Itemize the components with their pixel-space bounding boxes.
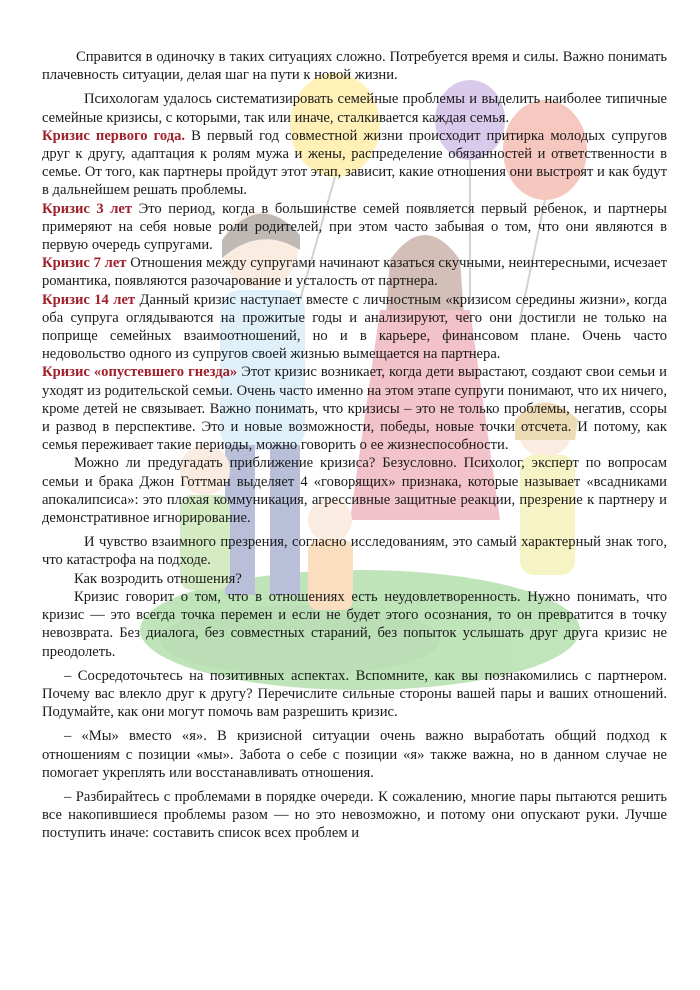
list-item: – Разбирайтесь с проблемами в порядке очереди. К сожалению, многие пары пытаются решить все накопившиеся проблемы разом — но это невозможно, и потому они опускают руки. Лучше поступить иначе: составить список всех проблем и [42,788,667,842]
crisis-empty-nest [42,363,667,454]
paragraph: Справится в одиночку в таких ситуациях сложно. Потребуется время и силы. Важно понимать плачевность ситуации, делая шаг на пути к новой жизни. [42,49,667,84]
crisis-7-years [42,254,667,290]
crisis-heading: Кризис 3 лет [42,200,133,217]
section-question: Как возродить отношения? [74,570,242,587]
paragraph: И чувство взаимного презрения, согласно исследованиям, это самый характерный знак того, что катастрофа на подходе. [42,534,667,569]
paragraph: Можно ли предугадать приближение кризиса? Безусловно. Психолог, эксперт по вопросам семьи и брака Джон Готтман выделяет 4 «говорящих» признака, которые называет «всадниками апокалипсиса»: это плохая коммуникация, агрессивные защитные реакции, презрение к партнеру и демонстративное игнорирование. [42,455,667,527]
crisis-heading: Кризис «опустевшего гнезда» [42,364,238,381]
list-item: – «Мы» вместо «я». В кризисной ситуации очень важно выработать общий подход к отношениям с позиции «мы». Забота о себе с позиции «я» также важна, но в данном случае не помогает укреплять или восстанавливать отношения. [42,728,667,781]
crisis-heading: Кризис 7 лет [42,255,127,272]
crisis-text: Данный кризис наступает вместе с личностным «кризисом середины жизни», когда оба супруга оглядываются на прожитые годы и анализируют, чего они достигли не только на поприще семейных взаимоотношений, но и в карьере, финансовом плане. Очень часто недовольство одного из супругов своей жизнью вымещается на партнера. [42,291,667,363]
crisis-heading: Кризис 14 лет [42,291,136,308]
crisis-text: Это период, когда в большинстве семей появляется первый ребенок, и партнеры примеряют на себя новые роли родителей, при этом часто забывая о том, что они являются в первую очередь супругами. [42,200,667,254]
paragraph: Кризис говорит о том, что в отношениях есть неудовлетворенность. Нужно понимать, что кризис — это всегда точка перемен и если не будет этого осознания, то он превратится в точку невозврата. Без диалога, без совместных стараний, без попыток услышать друг друга кризис не преодолеть. [42,588,667,660]
crisis-text: Этот кризис возникает, когда дети вырастают, создают свои семьи и уходят из родительской семьи. Очень часто именно на этом этапе супруги понимают, что их ничего, кроме детей не связывает. Важно понимать, что кризисы – это не только проблемы, негатив, ссоры и развод в перспективе. Это и новые возможности, победы, новые точки отсчета. И потому, как семья переживает такие периоды, можно говорить о ее жизнеспособности. [42,364,667,454]
crisis-text: Отношения между супругами начинают казаться скучными, неинтересными, исчезает романтика, появляются разочарование и усталость от партнера. [42,255,667,290]
crisis-heading: Кризис первого года. [42,127,186,144]
crisis-first-year [42,127,667,200]
document-body [42,48,667,843]
crisis-14-years [42,291,667,364]
list-item: – Сосредоточьтесь на позитивных аспектах. Вспомните, как вы познакомились с партнером. Почему вас влекло друг к другу? Перечислите сильные стороны вашей пары и ваших отношений. Подумайте, как они могут помочь вам разрешить кризис. [42,667,667,721]
crisis-3-years [42,200,667,255]
paragraph: Психологам удалось систематизировать семейные проблемы и выделить наиболее типичные семейные кризисы, с которыми, так или иначе, сталкивается каждая семья. [42,91,667,126]
crisis-text: В первый год совместной жизни происходит притирка молодых супругов друг к другу, адаптация к ролям мужа и жены, распределение обязанностей и ответственности в семье. От того, как партнеры пройдут этот этап, зависит, какие отношения они выстроят и как будут в дальнейшем решать проблемы. [42,127,668,199]
